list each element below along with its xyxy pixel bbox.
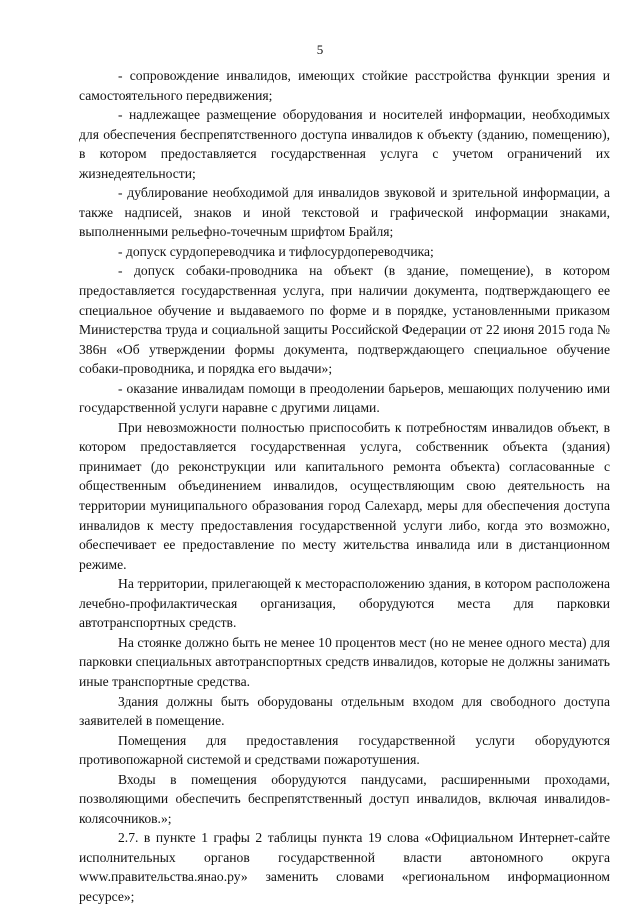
paragraph: - допуск собаки-проводника на объект (в здание, помещение), в котором предоставляется государственная услуга, при наличии документа, подтверждающего ее специальное обучение и выдаваемого по форме и в порядке, установленными приказом Министерства труда и социальной защиты Российской Федерации от 22 июня 2015 года № 386н «Об утверждении формы документа, подтверждающего специальное обучение собаки-проводника, и порядка его выдачи»; — [79, 263, 610, 377]
paragraph: - дублирование необходимой для инвалидов звуковой и зрительной информации, а также надписей, знаков и иной текстовой и графической информации знаками, выполненными рельефно-точечным шрифтом Брайля; — [79, 185, 610, 240]
paragraph: На территории, прилегающей к месторасположению здания, в котором расположена лечебно-профилактическая организация, оборудуются места для парковки автотранспортных средств. — [79, 576, 610, 631]
paragraph: Входы в помещения оборудуются пандусами, расширенными проходами, позволяющими обеспечить беспрепятственный доступ инвалидов, включая инвалидов-колясочников.»; — [79, 771, 610, 826]
paragraph: - допуск сурдопереводчика и тифлосурдопереводчика; — [118, 243, 434, 259]
paragraph: 2.7. в пункте 1 графы 2 таблицы пункта 19 слова «Официальном Интернет-сайте исполнительных органов государственной власти автономного округа www.правительства.янао.ру» заменить словами «региональном информационном ресурсе»; — [79, 830, 610, 904]
paragraph: На стоянке должно быть не менее 10 процентов мест (но не менее одного места) для парковки специальных автотранспортных средств инвалидов, которые не должны занимать иные транспортные средства. — [79, 634, 610, 689]
paragraph: - надлежащее размещение оборудования и носителей информации, необходимых для обеспечения беспрепятственного доступа инвалидов к объекту (зданию, помещению), в котором предоставляется государственная услуга с учетом ограничений их жизнедеятельности; — [79, 107, 610, 181]
page-number: 5 — [316, 42, 324, 57]
paragraph: При невозможности полностью приспособить к потребностям инвалидов объект, в котором предоставляется государственная услуга, собственник объекта (здания) принимает (до реконструкции или капитального ремонта объекта) согласованные с общественным объединением инвалидов, осуществляющим свою деятельность на территории муниципального образования город Салехард, меры для обеспечения доступа инвалидов к месту предоставления государственной услуги либо, когда это возможно, обеспечивает ее предоставление по месту жительства инвалида или в дистанционном режиме. — [79, 419, 610, 572]
paragraph: - оказание инвалидам помощи в преодолении барьеров, мешающих получению ими государственной услуги наравне с другими лицами. — [79, 380, 610, 416]
paragraph: Здания должны быть оборудованы отдельным входом для свободного доступа заявителей в помещение. — [79, 693, 610, 729]
document-body — [79, 66, 610, 907]
paragraph: - сопровождение инвалидов, имеющих стойкие расстройства функции зрения и самостоятельного передвижения; — [79, 68, 610, 103]
paragraph: Помещения для предоставления государственной услуги оборудуются противопожарной системой и средствами пожаротушения. — [79, 732, 610, 768]
